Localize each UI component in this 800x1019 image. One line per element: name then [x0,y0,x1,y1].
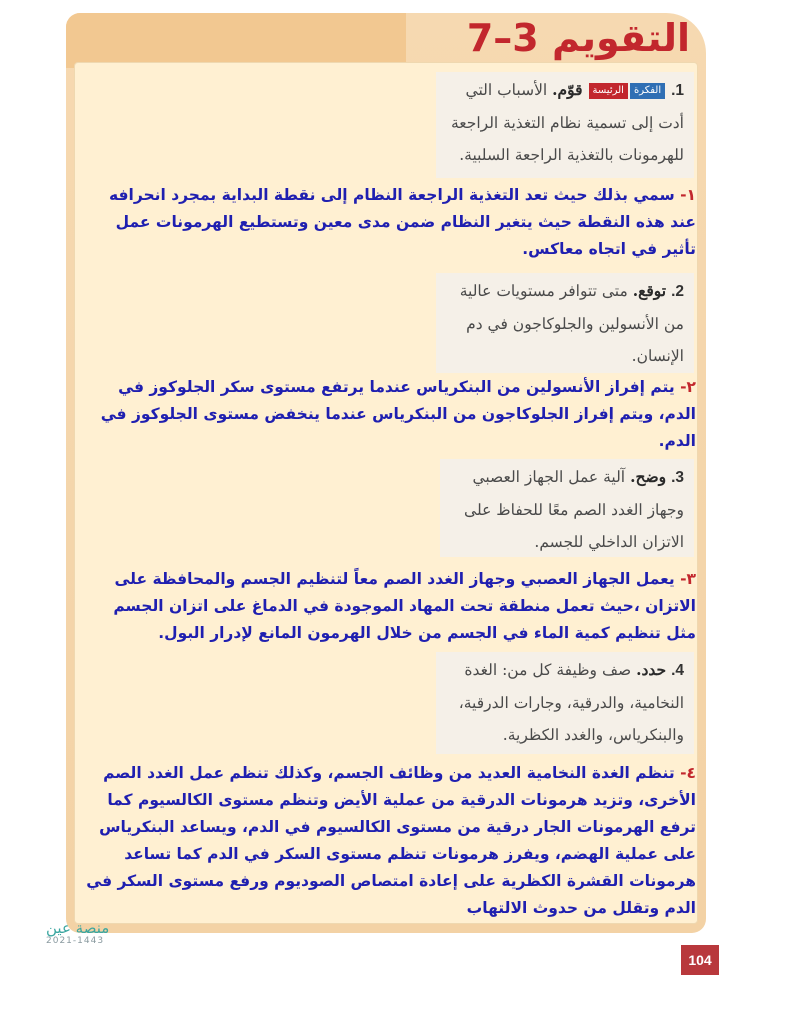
header-tab [66,13,406,68]
tag-main-idea-2: الرئيسة [589,83,628,99]
question-text: الأسباب التي أدت إلى تسمية نظام التغذية الراجعة للهرمونات بالتغذية الراجعة السلبية. [450,81,684,164]
answer-text: سمي بذلك حيث تعد التغذية الراجعة النظام إلى نقطة البداية بمجرد انحرافه عند هذه النقطة حيث يتغير النظام ضمن مدى معين وتستطيع الهرمونات عمل تأثير في اتجاه معاكس. [109,186,696,258]
answer-text: يتم إفراز الأنسولين من البنكرياس عندما يرتفع مستوى سكر الجلوكوز في الدم، ويتم إفراز الجلوكاجون من البنكرياس عندما ينخفض مستوى الجلوكوز في الدم. [100,378,696,450]
answer-4 [84,760,696,922]
answer-mark: ١- [680,186,696,204]
question-keyword: توقع. [632,281,667,300]
question-number: 2. [671,283,684,300]
question-keyword: وضح. [630,467,667,486]
question-keyword: حدد. [636,660,667,679]
answer-mark: ٣- [680,570,696,588]
answer-1 [84,182,696,263]
question-number: 4. [671,662,684,679]
tag-main-idea-1: الفكرة [630,83,665,99]
question-2 [436,273,694,373]
question-4 [436,652,694,754]
page-number: 104 [681,945,719,975]
question-keyword: قوّم. [552,80,583,99]
answer-mark: ٤- [680,764,696,782]
answer-2 [84,374,696,455]
question-3 [440,459,694,557]
answer-text: يعمل الجهاز العصبي وجهاز الغدد الصم معاً لتنظيم الجسم والمحافظة على الاتزان ،حيث تعمل منطقة تحت المهاد الموجودة في الدماغ على اتزان الجسم مثل تنظيم كمية الماء في الجسم من خلال الهرمون المانع لإدرار البول. [113,570,696,642]
question-text: آلية عمل الجهاز العصبي وجهاز الغدد الصم معًا للحفاظ على الاتزان الداخلي للجسم. [464,468,684,551]
watermark-year: 2021-1443 [46,936,105,946]
answer-3 [84,566,696,647]
question-1 [436,72,694,178]
question-text: متى تتوافر مستويات عالية من الأنسولين والجلوكاجون في دم الإنسان. [459,282,684,365]
page-title: التقويم 3–7 [466,16,690,60]
question-number: 3. [671,469,684,486]
answer-text: تنظم الغدة النخامية العديد من وظائف الجسم، وكذلك تنظم عمل الغدد الصم الأخرى، وتزيد هرمونات الدرقية من عملية الأيض وتنظم مستوى الكالسيوم كما ترفع الهرمونات الجار درقية من مستوى الكالسيوم في الدم، ويساعد البنكرياس على عملية الهضم، ويفرز هرمونات تنظم مستوى السكر في الدم كما تساعد هرمونات القشرة الكظرية على إعادة امتصاص الصوديوم ورفع مستوى السكر في الدم وتقلل من حدوث الالتهاب [86,764,696,917]
watermark-name: منصة عين [46,919,110,937]
answer-mark: ٢- [680,378,696,396]
question-text: صف وظيفة كل من: الغدة النخامية، والدرقية، وجارات الدرقية، والبنكرياس، والغدد الكظرية. [458,661,684,744]
watermark-logo [46,920,146,952]
question-number: 1. [671,82,684,99]
